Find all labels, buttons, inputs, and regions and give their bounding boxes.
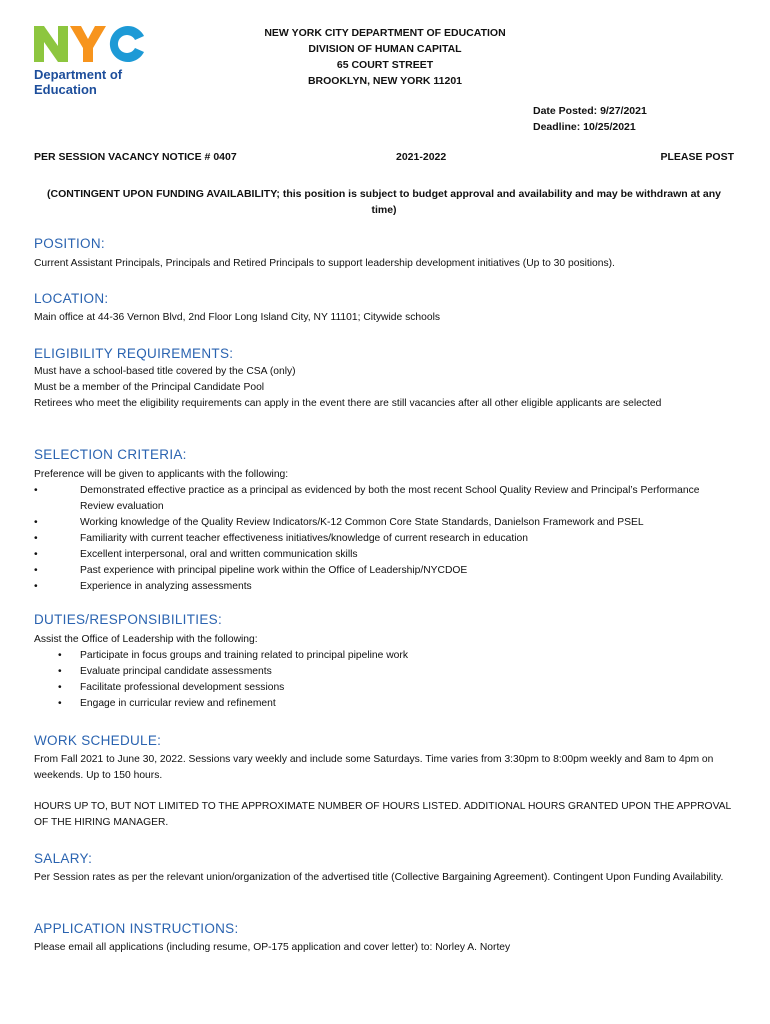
location-text: Main office at 44-36 Vernon Blvd, 2nd Floor Long Island City, NY 11101; Citywide schools — [34, 312, 441, 323]
list-item: • Working knowledge of the Quality Review Indicators/K-12 Common Core State Standards, Danielson Framework and PSEL — [34, 515, 734, 531]
nyc-wordmark — [34, 22, 146, 64]
duties-intro: Assist the Office of Leadership with the following: — [34, 634, 258, 645]
list-item: • Facilitate professional development sessions — [34, 680, 734, 696]
list-item: • Excellent interpersonal, oral and written communication skills — [34, 547, 734, 563]
duties-text — [34, 632, 734, 712]
selection-intro: Preference will be given to applicants with the following: — [34, 469, 289, 480]
date-posted: Date Posted: 9/27/2021 — [533, 105, 647, 117]
posting-dates — [533, 103, 647, 135]
list-item: • Participate in focus groups and training related to principal pipeline work — [34, 648, 734, 664]
duties-heading: DUTIES/RESPONSIBILITIES: — [34, 612, 222, 627]
selection-list — [34, 483, 734, 595]
selection-text — [34, 467, 734, 595]
list-item: • Familiarity with current teacher effectiveness initiatives/knowledge of current research in education — [34, 531, 734, 547]
schedule-text: From Fall 2021 to June 30, 2022. Sessions vary weekly and include some Saturdays. Time varies from 3:30pm to 8:00pm weekly and 8am to 4pm on weekends. Up to 150 hours. — [34, 754, 714, 781]
notice-number: PER SESSION VACANCY NOTICE # 0407 — [34, 151, 237, 163]
letterhead-line-2: DIVISION OF HUMAN CAPITAL — [308, 43, 462, 55]
salary-text: Per Session rates as per the relevant union/organization of the advertised title (Collective Bargaining Agreement). Contingent Upon Funding Availability. — [34, 872, 724, 883]
nyc-doe-logo — [34, 22, 146, 97]
eligibility-line: Must have a school-based title covered by the CSA (only) — [34, 366, 296, 377]
position-text: Current Assistant Principals, Principals and Retired Principals to support leadership development initiatives (Up to 30 positions). — [34, 258, 615, 269]
letterhead-line-3: 65 COURT STREET — [336, 59, 434, 71]
please-post: PLEASE POST — [660, 151, 734, 163]
list-item: • Engage in curricular review and refinement — [34, 696, 734, 712]
logo-line-1: Department of — [34, 67, 123, 82]
eligibility-line: Must be a member of the Principal Candidate Pool — [34, 382, 265, 393]
notice-row — [34, 151, 734, 163]
schedule-note: HOURS UP TO, BUT NOT LIMITED TO THE APPROXIMATE NUMBER OF HOURS LISTED. ADDITIONAL HOURS GRANTED UPON THE APPROVAL OF THE HIRING MANAGER. — [34, 801, 731, 828]
position-heading: POSITION: — [34, 236, 105, 251]
application-heading: APPLICATION INSTRUCTIONS: — [34, 921, 239, 936]
logo-line-2: Education — [34, 82, 97, 97]
location-heading: LOCATION: — [34, 291, 109, 306]
logo-department-text — [34, 67, 146, 97]
application-text: Please email all applications (including resume, OP-175 application and cover letter) to: Norley A. Nortey — [34, 942, 511, 953]
deadline: Deadline: 10/25/2021 — [533, 121, 636, 133]
selection-heading: SELECTION CRITERIA: — [34, 447, 187, 462]
letterhead — [230, 25, 540, 89]
letterhead-line-4: BROOKLYN, NEW YORK 11201 — [307, 75, 463, 87]
list-item: • Experience in analyzing assessments — [34, 579, 734, 595]
eligibility-heading: ELIGIBILITY REQUIREMENTS: — [34, 346, 234, 361]
salary-heading: SALARY: — [34, 851, 93, 866]
letterhead-line-1: NEW YORK CITY DEPARTMENT OF EDUCATION — [264, 27, 506, 39]
duties-list — [34, 648, 734, 712]
list-item: • Evaluate principal candidate assessments — [34, 664, 734, 680]
list-item: • Demonstrated effective practice as a principal as evidenced by both the most recent School Quality Review and Principal’s Performance Review evaluation — [34, 483, 734, 515]
schedule-heading: WORK SCHEDULE: — [34, 733, 162, 748]
school-year: 2021-2022 — [396, 151, 447, 163]
nyc-letters-graphic — [34, 22, 146, 64]
eligibility-text — [34, 364, 734, 412]
eligibility-line: Retirees who meet the eligibility requirements can apply in the event there are still vacancies after all other eligible applicants are selected — [34, 398, 662, 409]
contingent-notice: (CONTINGENT UPON FUNDING AVAILABILITY; this position is subject to budget approval and availability and may be withdrawn at any time) — [46, 188, 721, 216]
list-item: • Past experience with principal pipeline work within the Office of Leadership/NYCDOE — [34, 563, 734, 579]
